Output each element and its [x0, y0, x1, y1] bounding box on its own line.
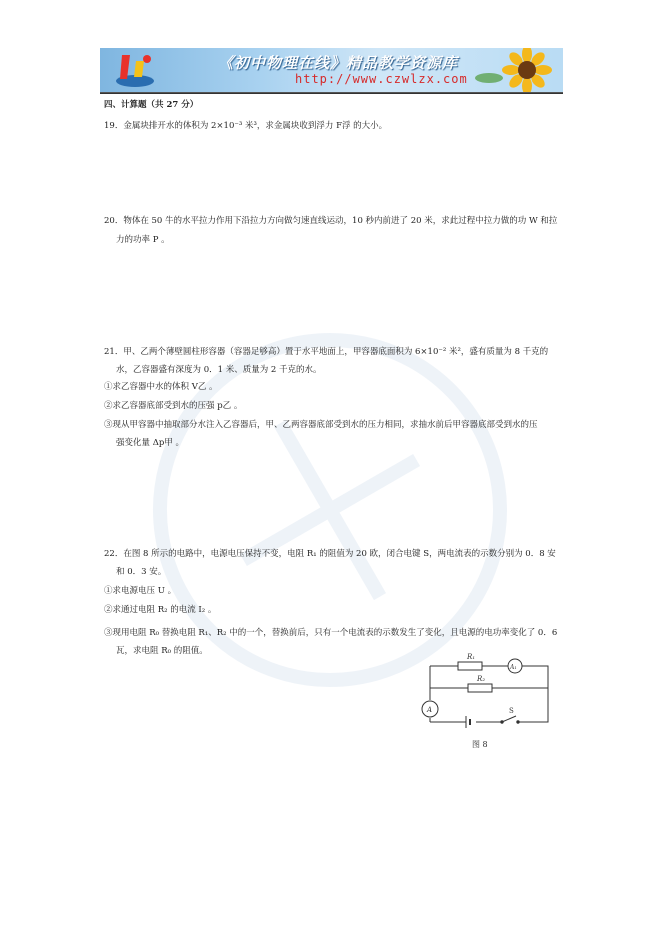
label-a1: A₁ [510, 664, 517, 671]
banner-title: 《初中物理在线》精品教学资源库 [218, 54, 459, 72]
question-21-part-3-line-1: ③现从甲容器中抽取部分水注入乙容器后，甲、乙两容器底部受到水的压力相同，求抽水前后甲容器底部受到水的压 [104, 420, 538, 430]
question-20-line-2: 力的功率 P 。 [116, 235, 170, 245]
switch-s-icon [501, 716, 519, 723]
label-r1: R₁ [467, 653, 476, 661]
question-22-line-1: 22．在图 8 所示的电路中，电源电压保持不变，电阻 R₁ 的阻值为 20 欧，闭合电键 S，两电流表的示数分别为 0．8 安 [104, 549, 556, 559]
label-a: A [427, 706, 433, 714]
question-22-part-3-line-1: ③现用电阻 R₀ 替换电阻 R₁、R₂ 中的一个，替换前后，只有一个电流表的示数发生了变化，且电源的电功率变化了 0．6 [104, 628, 558, 638]
battery-icon [466, 716, 470, 728]
question-21-line-2: 水，乙容器盛有深度为 0．1 米、质量为 2 千克的水。 [116, 365, 322, 375]
label-r2: R₂ [477, 675, 486, 683]
question-21-part-3-line-2: 强变化量 Δp甲 。 [116, 438, 184, 448]
question-22-part-3-line-2: 瓦，求电阻 R₀ 的阻值。 [116, 646, 208, 656]
question-21-line-1: 21．甲、乙两个薄壁圆柱形容器（容器足够高）置于水平地面上，甲容器底面积为 6×10⁻² 米²，盛有质量为 8 千克的 [104, 347, 549, 357]
resistor-r1-icon [458, 662, 482, 670]
header-rule [100, 93, 563, 94]
question-22-part-2: ②求通过电阻 R₂ 的电流 I₂ 。 [104, 605, 217, 615]
question-22-line-2: 和 0．3 安。 [116, 567, 167, 577]
question-19: 19．金属块排开水的体积为 2×10⁻³ 米³，求金属块收到浮力 F浮 的大小。 [104, 121, 388, 131]
resistor-r2-icon [468, 684, 492, 692]
circuit-wires [430, 666, 548, 722]
circuit-diagram [410, 648, 560, 754]
question-22-part-1: ①求电源电压 U 。 [104, 586, 177, 596]
sunflower-icon [469, 48, 559, 92]
site-logo-icon [114, 51, 156, 89]
question-21-part-1: ①求乙容器中水的体积 V乙 。 [104, 382, 218, 392]
question-21-part-2: ②求乙容器底部受到水的压强 p乙 。 [104, 401, 243, 411]
question-20-line-1: 20．物体在 50 牛的水平拉力作用下沿拉力方向做匀速直线运动，10 秒内前进了 20 米，求此过程中拉力做的功 W 和拉 [104, 216, 558, 226]
header-banner [100, 48, 563, 93]
banner-url[interactable]: http://www.czwlzx.com [295, 72, 468, 86]
section-title: 四、计算题（共 27 分） [104, 100, 199, 110]
label-s: S [509, 707, 514, 715]
figure-caption: 图 8 [472, 740, 488, 749]
